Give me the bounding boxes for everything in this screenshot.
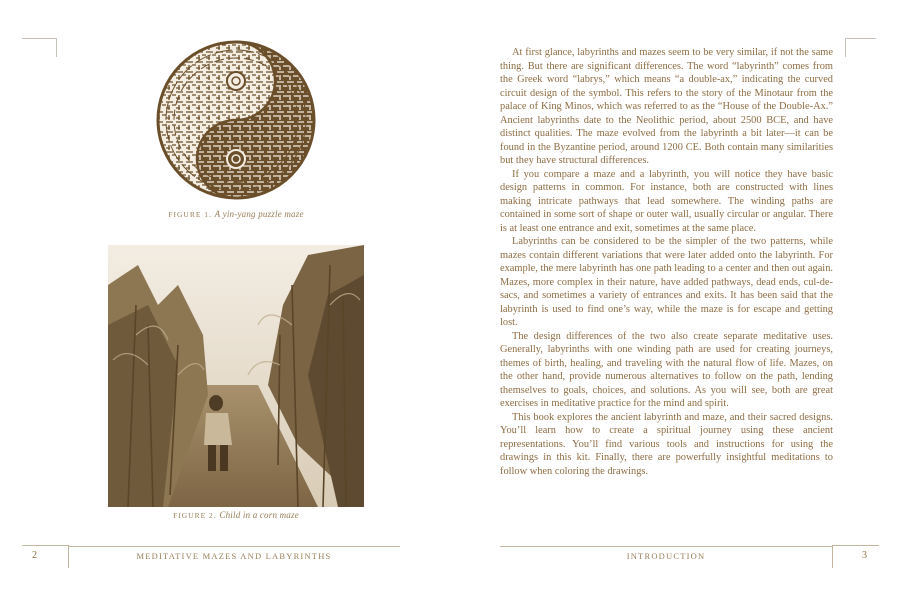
- figure-2-caption: [108, 510, 364, 520]
- figure-1-caption: [156, 209, 316, 219]
- page-number-right: 3: [862, 550, 867, 561]
- figure-2-text: Child in a corn maze: [219, 510, 299, 520]
- footer-rule-left: [68, 546, 400, 547]
- paragraph-2: If you compare a maze and a labyrinth, you will notice they have basic design patterns in common. For instance, both are constructed with lines making intricate pathways that lead somewhere. The winding paths are contained in some sort of shape or outer wall, usually circular or angular. There is at least one entrance and exit, sometimes at the same place.: [500, 168, 833, 234]
- running-head-book-title: MEDITATIVE MAZES AND LABYRINTHS: [136, 551, 332, 561]
- introduction-body-text: [500, 46, 833, 478]
- running-head-chapter-title: INTRODUCTION: [626, 551, 706, 561]
- paragraph-3: Labyrinths can be considered to be the simpler of the two patterns, while mazes contain different variations that were later added onto the labyrinth. For example, the mere labyrinth has one path leading to a center and then out again. Mazes, more complex in their nature, have added pathways, dead ends, cul-de-sacs, and sometimes a variety of entrances and exits. It has been said that the labyrinth is used to find one’s way, while the maze is for escape and getting lost.: [500, 236, 833, 328]
- paragraph-5: This book explores the ancient labyrinth and maze, and their sacred designs. You’ll learn how to create a spiritual journey using these ancient representations. You’ll find various tools and instructions for using the drawings in this kit. Finally, there are powerfully insightful meditations to follow when coloring the drawings.: [500, 411, 833, 477]
- page-number-left: 2: [32, 550, 37, 561]
- yin-yang-maze-illustration: [156, 40, 316, 200]
- footer-rule-right: [500, 546, 832, 547]
- figure-1-text: A yin-yang puzzle maze: [214, 209, 304, 219]
- crop-mark-top-right: [845, 38, 876, 57]
- figure-2-number: FIGURE 2.: [173, 511, 217, 520]
- figure-1-number: FIGURE 1.: [168, 210, 212, 219]
- paragraph-1: At first glance, labyrinths and mazes seem to be very similar, if not the same thing. But there are significant differences. The word “labyrinth” comes from the Greek word “labrys,” which means “a double-ax,” indicating the curved circuit design of the symbol. This refers to the story of the Minotaur from the palace of King Minos, which was referred to as the “House of the Double-Ax.” Ancient labyrinths date to the Neolithic period, about 2500 BCE, and have distinct qualities. The maze evolved from the labyrinth a bit later—it can be found in the Byzantine period, around 1200 CE. Both contain many similarities but they have structural differences.: [500, 47, 833, 166]
- folio-box-right: [832, 545, 879, 568]
- paragraph-4: The design differences of the two also create separate meditative uses. Generally, labyrinths with one winding path are used for creating journeys, themes of birth, healing, and traveling with the natural flow of life. Mazes, on the other hand, provide numerous alternatives to follow on the path, lending themselves to goals, choices, and solutions. As you will see, both are great exercises in meditative practice for the mind and spirit.: [500, 330, 833, 409]
- corn-maze-photo: [108, 245, 364, 507]
- folio-box-left: [22, 545, 69, 568]
